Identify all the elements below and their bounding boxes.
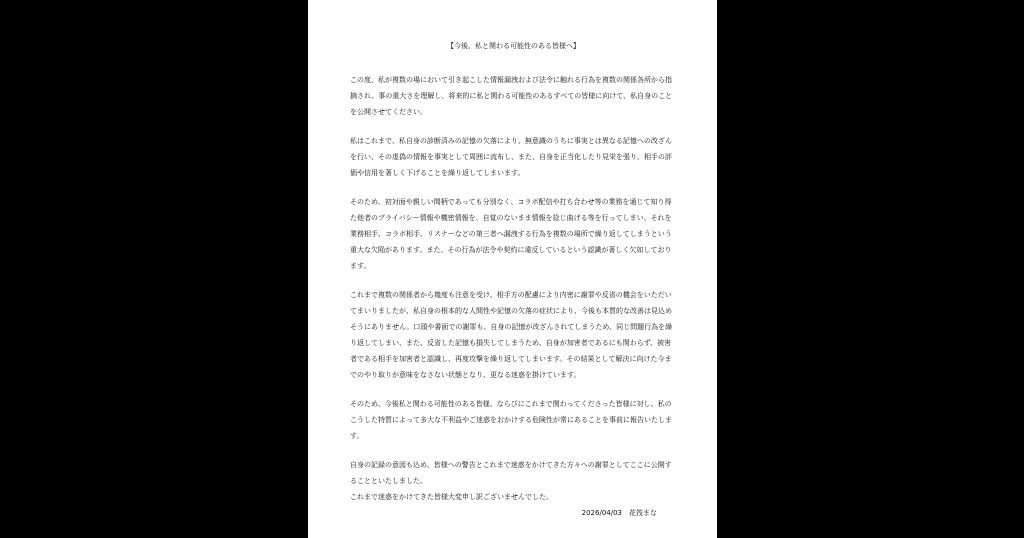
signature: 2026/04/03 花筏まな [581, 509, 657, 517]
paragraph-5: そのため、今後私と関わる可能性のある皆様、ならびにこれまで関わってくださった皆様に対し、私のこうした特質によって多大な不利益やご迷惑をおかけする危険性が常にあることを事前に報告いたします。 [350, 400, 672, 440]
paragraph-4: これまで複数の関係者から幾度も注意を受け、相手方の配慮により内密に謝罪や反省の機会をいただいてまいりましたが、私自身の根本的な人間性や記憶の欠落の症状により、今後も本質的な改善は見込めそうにありません。口頭や書面での謝罪も、自身の記憶が改ざんされてしまうため、同じ問題行為を繰り返してしまい、また、反省した記憶も損失してしまうため、自身が加害者であるにも関わらず、被害者である相手を加害者と認識し、再度攻撃を繰り返してしまいます。その結果として解決に向けた今までのやり取りが意味をなさない状態となり、更なる迷惑を掛けています。 [350, 291, 673, 379]
document-page [308, 0, 717, 538]
closing-line: これまで迷惑をかけてきた皆様大変申し訳ございませんでした。 [350, 493, 553, 501]
paragraph-6: 自身の記録の意図も込め、皆様への警告とこれまで迷惑をかけてきた方々への謝罪としてここに公開することといたしました。 [350, 461, 672, 485]
paragraph-2: 私はこれまで、私自身の診断済みの記憶の欠落により、無意識のうちに事実とは異なる記憶への改ざんを行い、その虚偽の情報を事実として周囲に流布し、また、自身を正当化したり見栄を張り、相手の評価や信用を著しく下げることを繰り返してしまいます。 [350, 137, 672, 177]
paragraph-3: そのため、初対面や親しい間柄であっても分別なく、コラボ配信や打ち合わせ等の業務を通じて知り得た他者のプライバシー情報や機密情報を、自覚のないまま情報を捻じ曲げる等を行ってしまい、それを業務相手、コラボ相手、リスナーなどの第三者へ漏洩する行為を複数の場所で繰り返してしまうという重大な欠陥があります。また、その行為が法令や契約に違反しているという認識が著しく欠如しております。 [350, 198, 672, 270]
paragraph-1: この度、私が複数の場において引き起こした情報漏洩および法令に触れる行為を複数の関係各所から指摘され、事の重大さを理解し、将来的に私と関わる可能性のあるすべての皆様に向けて、私自身のことを公開させてください。 [350, 76, 673, 116]
document-title: 【今後、私と関わる可能性のある皆様へ】 [447, 42, 580, 50]
